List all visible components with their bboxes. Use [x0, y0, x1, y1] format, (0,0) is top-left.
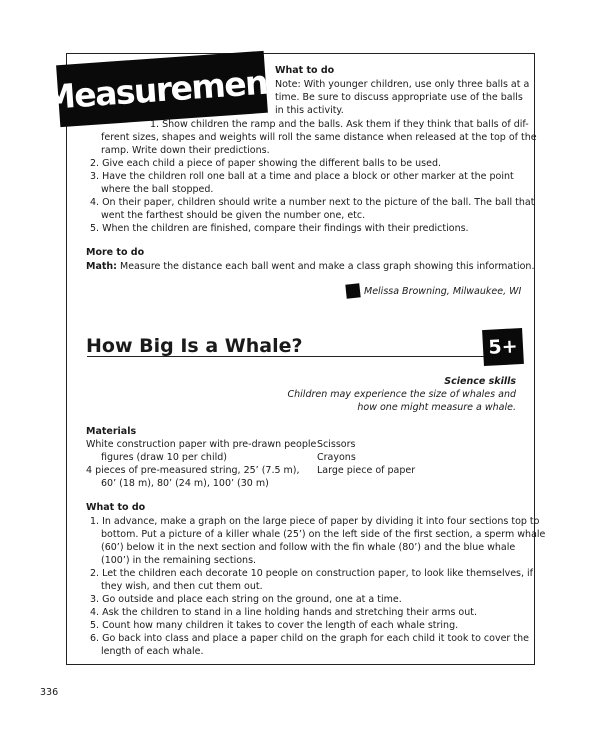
section-banner-text: Measurement [41, 61, 283, 117]
step-line: they wish, and then cut them out. [101, 581, 263, 592]
materials-right-item: Crayons [317, 452, 356, 463]
step-line: ramp. Write down their predictions. [101, 145, 270, 156]
note-line: Note: With younger children, use only three balls at a [275, 79, 530, 90]
step-line: 2. Let the children each decorate 10 people on construction paper, to look like themselves, if [90, 568, 534, 579]
activity-title: How Big Is a Whale? [86, 335, 303, 357]
step-line: (60’) below it in the next section and follow with the fin whale (80’) and the blue whale [101, 542, 516, 553]
step-line: 2. Give each child a piece of paper showing the different balls to be used. [90, 158, 442, 169]
step-line: 4. On their paper, children should write a number next to the picture of the ball. The ball that [90, 197, 535, 208]
materials-left-line: 4 pieces of pre-measured string, 25’ (7.5 m), [86, 465, 300, 476]
step-line: 5. Count how many children it takes to cover the length of each whale string. [90, 620, 459, 631]
materials-right-item: Scissors [317, 439, 356, 450]
materials-heading: Materials [86, 426, 137, 437]
materials-right-item: Large piece of paper [317, 465, 416, 476]
math-text: Measure the distance each ball went and make a class graph showing this information. [120, 261, 535, 272]
step-line: 5. When the children are finished, compare their findings with their predictions. [90, 223, 469, 234]
step-line: where the ball stopped. [101, 184, 214, 195]
step-line: length of each whale. [101, 646, 204, 657]
step-line: 6. Go back into class and place a paper child on the graph for each child it took to cover the [90, 633, 529, 644]
credit-marker-icon [345, 283, 360, 298]
page-number: 336 [40, 687, 59, 698]
note-line: in this activity. [275, 105, 344, 116]
contributor-credit: Melissa Browning, Milwaukee, WI [364, 286, 522, 297]
materials-left-line: figures (draw 10 per child) [101, 452, 227, 463]
what-to-do-heading-2: What to do [86, 502, 146, 513]
step-line: (100’) in the remaining sections. [101, 555, 257, 566]
materials-left-line: White construction paper with pre-drawn people [86, 439, 317, 450]
skills-line: how one might measure a whale. [357, 402, 516, 413]
note-line: time. Be sure to discuss appropriate use of the balls [275, 92, 523, 103]
step-line: went the farthest should be given the number one, etc. [101, 210, 366, 221]
step-line: 1. In advance, make a graph on the large piece of paper by dividing it into four sections top to [90, 516, 540, 527]
more-to-do-math [86, 260, 534, 273]
materials-left-line: 60’ (18 m), 80’ (24 m), 100’ (30 m) [101, 478, 269, 489]
step-line: 1. Show children the ramp and the balls. Ask them if they think that balls of dif- [150, 119, 529, 130]
what-to-do-heading: What to do [275, 65, 335, 76]
step-line: 3. Go outside and place each string on the ground, one at a time. [90, 594, 402, 605]
skills-heading: Science skills [444, 376, 516, 387]
more-to-do-heading: More to do [86, 247, 145, 258]
step-line: bottom. Put a picture of a killer whale (25’) on the left side of the first section, a sperm whale [101, 529, 546, 540]
skills-line: Children may experience the size of whales and [287, 389, 516, 400]
step-line: ferent sizes, shapes and weights will roll the same distance when released at the top of the [101, 132, 537, 143]
step-line: 3. Have the children roll one ball at a time and place a block or other marker at the point [90, 171, 514, 182]
title-rule [87, 356, 499, 357]
step-line: 4. Ask the children to stand in a line holding hands and stretching their arms out. [90, 607, 477, 618]
math-label: Math: [86, 261, 117, 272]
age-badge: 5+ [482, 328, 524, 366]
